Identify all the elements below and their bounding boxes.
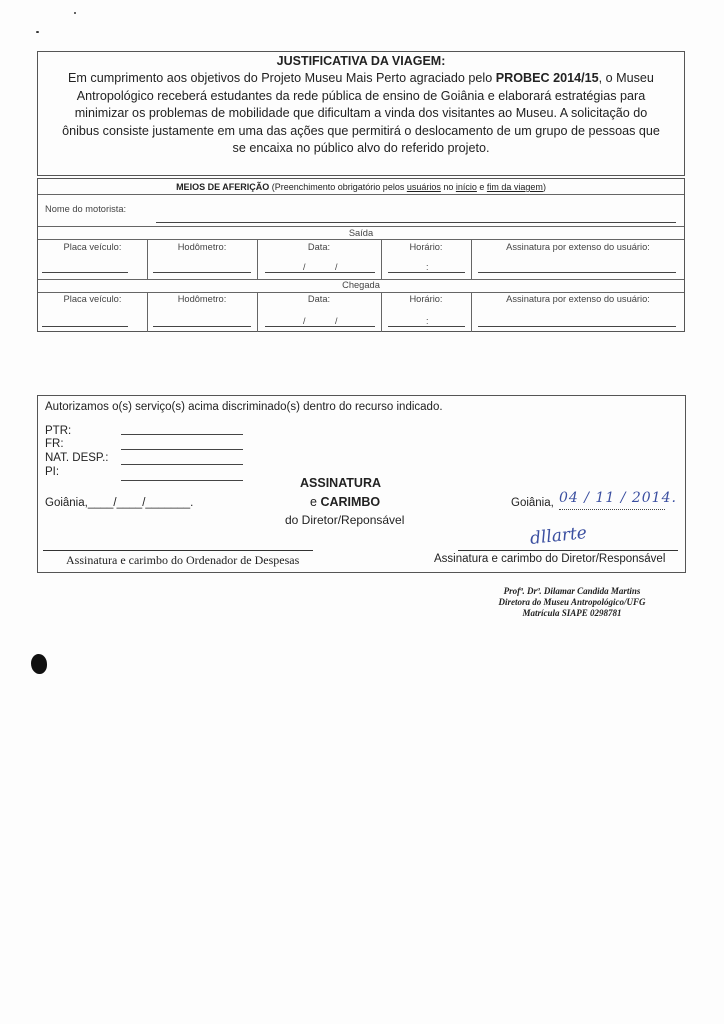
hodometro-field[interactable] bbox=[153, 326, 251, 327]
horario-field[interactable] bbox=[388, 326, 465, 327]
probec-label: PROBEC 2014/15 bbox=[495, 71, 599, 85]
meios-heading-text: (Preenchimento obrigatório pelos bbox=[269, 182, 407, 192]
ptr-label: PTR: bbox=[45, 425, 72, 437]
time-separator: : bbox=[426, 262, 429, 272]
meios-heading-text: no bbox=[440, 182, 456, 192]
justificativa-line: Antropológico receberá estudantes da rede pública de ensino de Goiânia e elaborará estratégias para bbox=[76, 88, 646, 103]
pi-label: PI: bbox=[45, 466, 60, 478]
goiania-date-left: Goiânia,____/____/_______. bbox=[45, 497, 194, 509]
date-separator: / bbox=[335, 262, 338, 272]
justificativa-line: se encaixa no público alvo do referido projeto. bbox=[232, 141, 490, 155]
placa-label: Placa veículo: bbox=[63, 242, 122, 252]
carimbo-prefix: e bbox=[310, 495, 321, 509]
ink-blot bbox=[31, 654, 47, 674]
fr-field[interactable] bbox=[121, 449, 243, 450]
meios-heading-underline: início bbox=[455, 182, 477, 192]
hodometro-label: Hodômetro: bbox=[177, 294, 227, 304]
meios-heading-underline: usuários bbox=[406, 182, 441, 192]
assinatura-usuario-label: Assinatura por extenso do usuário: bbox=[506, 242, 650, 252]
data-field[interactable] bbox=[265, 272, 375, 273]
meios-heading bbox=[38, 182, 684, 192]
saida-label: Saída bbox=[348, 228, 374, 238]
diretor-signature-line[interactable] bbox=[458, 550, 678, 551]
date-field-line bbox=[559, 509, 665, 510]
justificativa-line: Em cumprimento aos objetivos do Projeto Museu Mais Perto agraciado pelo bbox=[68, 71, 496, 85]
scan-speck bbox=[74, 12, 76, 14]
horario-field[interactable] bbox=[388, 272, 465, 273]
handwritten-signature: dllarte bbox=[529, 523, 588, 549]
assinatura-usuario-label: Assinatura por extenso do usuário: bbox=[506, 294, 650, 304]
nat-desp-label: NAT. DESP.: bbox=[45, 452, 109, 464]
autorizacao-box bbox=[37, 395, 686, 573]
date-separator: / bbox=[335, 316, 338, 326]
carimbo-bold: CARIMBO bbox=[320, 495, 381, 509]
meios-heading-text: e bbox=[476, 182, 487, 192]
ptr-field[interactable] bbox=[121, 434, 243, 435]
assinatura-title: ASSINATURA bbox=[300, 476, 382, 490]
justificativa-line: , o Museu bbox=[598, 71, 654, 85]
placa-field[interactable] bbox=[42, 326, 128, 327]
assinatura-usuario-field[interactable] bbox=[478, 326, 676, 327]
ordenador-label: Assinatura e carimbo do Ordenador de Despesas bbox=[66, 553, 300, 567]
placa-label: Placa veículo: bbox=[63, 294, 122, 304]
scan-speck bbox=[36, 31, 39, 33]
data-field[interactable] bbox=[265, 326, 375, 327]
director-stamp bbox=[497, 586, 647, 619]
meios-heading-text: ) bbox=[542, 182, 546, 192]
carimbo-title bbox=[310, 495, 380, 509]
time-separator: : bbox=[426, 316, 429, 326]
justificativa-line: minimizar os problemas de mobilidade que dificultam a vinda dos visitantes ao Museu. A solicitação do bbox=[74, 106, 648, 120]
chegada-label: Chegada bbox=[342, 280, 380, 290]
do-diretor-label: do Diretor/Reponsável bbox=[285, 513, 405, 527]
ordenador-signature-line[interactable] bbox=[43, 550, 313, 551]
justificativa-line: ônibus consiste justamente em uma das ações que permitirá o deslocamento de um grupo de pessoas que bbox=[62, 123, 660, 138]
data-label: Data: bbox=[307, 294, 331, 304]
motorista-field[interactable] bbox=[156, 222, 676, 223]
autorizacao-intro: Autorizamos o(s) serviço(s) acima discriminado(s) dentro do recurso indicado. bbox=[45, 401, 443, 413]
goiania-date-right: Goiânia, bbox=[511, 497, 554, 509]
horario-label: Horário: bbox=[409, 294, 443, 304]
justificativa-text bbox=[44, 70, 678, 158]
divider bbox=[38, 292, 684, 293]
stamp-name: Profª. Drª. Dilamar Candida Martins bbox=[503, 586, 641, 596]
stamp-matricula: Matrícula SIAPE 0298781 bbox=[522, 608, 622, 618]
handwritten-date: 04 / 11 / 2014. bbox=[559, 490, 677, 506]
diretor-label: Assinatura e carimbo do Diretor/Responsável bbox=[434, 553, 666, 565]
stamp-role: Diretora do Museu Antropológico/UFG bbox=[498, 597, 646, 607]
divider bbox=[38, 194, 684, 195]
meios-afericao-table bbox=[37, 178, 685, 332]
horario-label: Horário: bbox=[409, 242, 443, 252]
meios-heading-underline: fim da viagem bbox=[486, 182, 543, 192]
meios-heading-bold: MEIOS DE AFERIÇÃO bbox=[176, 182, 270, 192]
pi-field[interactable] bbox=[121, 480, 243, 481]
nat-desp-field[interactable] bbox=[121, 464, 243, 465]
hodometro-label: Hodômetro: bbox=[177, 242, 227, 252]
fr-label: FR: bbox=[45, 438, 64, 450]
placa-field[interactable] bbox=[42, 272, 128, 273]
divider bbox=[38, 239, 684, 240]
divider bbox=[38, 226, 684, 227]
date-separator: / bbox=[303, 262, 306, 272]
data-label: Data: bbox=[307, 242, 331, 252]
hodometro-field[interactable] bbox=[153, 272, 251, 273]
date-separator: / bbox=[303, 316, 306, 326]
justificativa-title: JUSTIFICATIVA DA VIAGEM: bbox=[276, 54, 446, 68]
justificativa-box bbox=[37, 51, 685, 176]
motorista-label: Nome do motorista: bbox=[45, 204, 127, 214]
assinatura-usuario-field[interactable] bbox=[478, 272, 676, 273]
